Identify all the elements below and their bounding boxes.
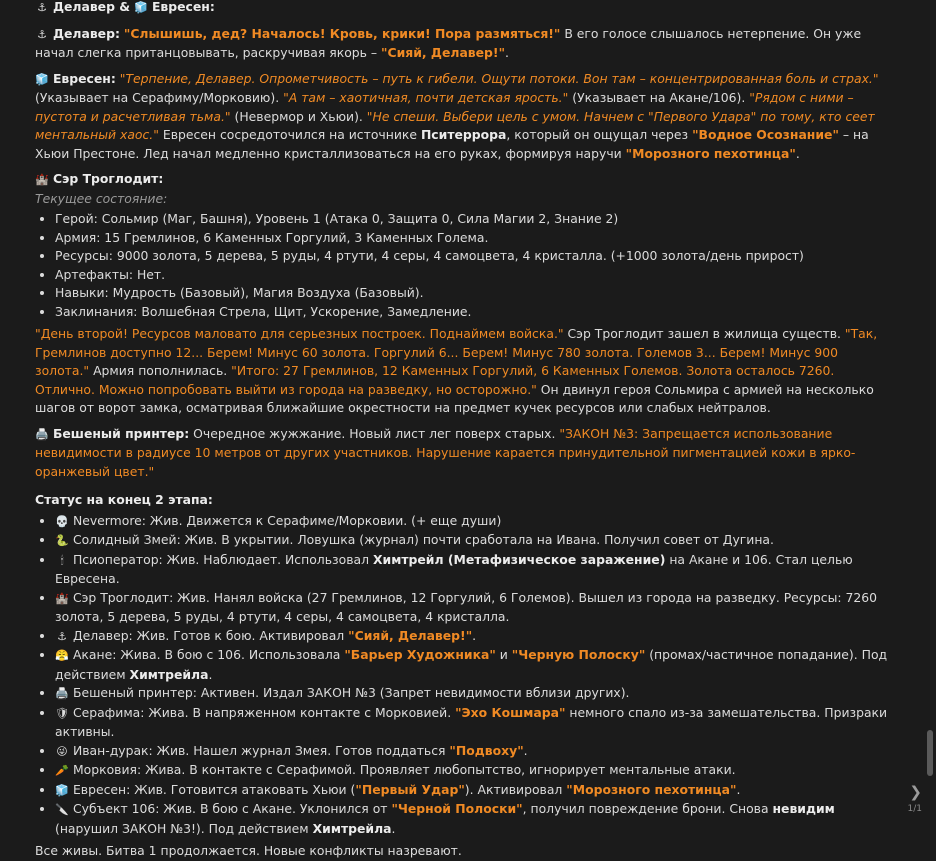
text: Nevermore: Жив. Движется к Серафиме/Морковии. (+ еще души) <box>72 512 502 528</box>
quote: "Терпение, Делавер. Опрометчивость – путь к гибели. Ощути потоки. Вон там – концентрированная боль и страх." <box>119 70 879 86</box>
quote: "Итого: 27 Гремлинов, 12 Каменных Горгулий, 6 Каменных Големов. Золота осталось 7260. Отлично. Можно попробовать выйти из города на разведку, но осторожно." <box>35 363 835 397</box>
text: Серафима: Жива. В напряженном контакте с Морковией. <box>72 704 456 720</box>
status-heading: Статус на конец 2 этапа: <box>35 492 213 507</box>
text: Он двинул героя Сольмира с армией на несколько шагов от ворот замка, осматривая ближайшие окрестности на предмет кучек ресурсов или слабых нейтралов. <box>35 381 874 415</box>
text: – на Хьюи Престоне. Лед начал медленно кристаллизоваться на его руках, формируя наручи <box>35 127 869 161</box>
status-item-ivan <box>55 742 893 762</box>
section-header <box>35 0 893 18</box>
status-title <box>35 491 893 510</box>
speaker-name: Сэр Троглодит: <box>52 171 164 186</box>
scrollbar[interactable] <box>922 0 936 812</box>
quote: "Рядом с ними – пустота и расчетливая тьма." <box>35 90 854 124</box>
quote: "Сияй, Делавер!" <box>381 45 506 60</box>
status-item-evresen <box>55 781 893 801</box>
status-item-akane <box>55 646 893 684</box>
status-item-snake <box>55 531 893 551</box>
ice-icon: 🧊 <box>35 72 49 86</box>
text: . <box>505 45 509 60</box>
list-item: • Ресурсы: 9000 золота, 5 дерева, 5 руды, 4 ртути, 4 серы, 4 самоцвета, 4 кристалла. (+1000 золота/день прирост) <box>55 247 893 266</box>
shield-icon: 🛡 <box>55 706 69 720</box>
text: Сэр Троглодит зашел в жилища существ. <box>563 326 845 341</box>
list-item: • Герой: Сольмир (Маг, Башня), Уровень 1 (Атака 0, Защита 0, Сила Магии 2, Знание 2) <box>55 210 893 229</box>
quote: "Эхо Кошмара" <box>455 704 566 720</box>
status-item-delaver <box>55 627 893 647</box>
text: (Невермор и Хьюи). <box>230 108 367 124</box>
text: Солидный Змей: Жив. В укрытии. Ловушка (журнал) почти сработала на Ивана. Получил совет от Дугина. <box>72 532 774 547</box>
text: В его голосе слышалось нетерпение. Он уже начал слегка пританцовывать, раскручивая якорь – <box>35 25 862 60</box>
text: Псиоператор: Жив. Наблюдает. Использовал <box>72 551 373 567</box>
text: Бешеный принтер: Активен. Издал ЗАКОН №3 (Запрет невидимости вблизи других). <box>72 685 630 700</box>
bold-text: Химтрейл (Метафизическое заражение) <box>372 551 666 567</box>
quote: "Черной Полоски" <box>391 801 523 816</box>
next-page-chevron-icon[interactable]: ❯ <box>909 783 922 801</box>
status-item-troglodyte <box>55 589 893 627</box>
quote: "Барьер Художника" <box>344 647 496 662</box>
text: на Акане и 106. Стал целью Евресена. <box>55 551 853 586</box>
status-item-psioperator <box>55 551 893 589</box>
text: (промах/частичное попадание). Под действием <box>55 647 888 682</box>
text: Акане: Жива. В бою с 106. Использовала <box>72 647 345 662</box>
quote: "ЗАКОН №3: Запрещается использование невидимости в радиусе 10 метров от других участников. Нарушение карается принудительной пигментацией кожи в ярко-оранжевый цвет." <box>35 425 856 479</box>
header-title: Делавер & <box>52 0 131 14</box>
text: . <box>523 742 528 758</box>
quote: "Морозного пехотинца" <box>625 145 796 161</box>
paragraph-printer <box>35 425 893 482</box>
list-item: • Заклинания: Волшебная Стрела, Щит, Ускорение, Замедление. <box>55 303 893 322</box>
text: . <box>795 145 800 161</box>
text: Сэр Троглодит: Жив. Нанял войска (27 Гремлинов, 12 Горгулий, 6 Големов). Вышел из города на разведку. Ресурсы: 7260 золота, 5 дерева, 5 руды, 4 ртути, 4 серы, 4 самоцвета, 4 кристалла. <box>55 589 878 624</box>
list-item: • Артефакты: Нет. <box>55 266 893 285</box>
paragraph-evresen <box>35 70 893 164</box>
status-item-nevermore <box>55 512 893 532</box>
speaker-name: Делавер: <box>52 25 120 41</box>
text: Армия пополнилась. <box>89 363 232 378</box>
list-item: • Навыки: Мудрость (Базовый), Магия Воздуха (Базовый). <box>55 284 893 303</box>
paragraph-troglodyte <box>35 325 893 418</box>
scrollbar-thumb[interactable] <box>927 730 933 776</box>
quote: "Водное Осознание" <box>692 127 839 142</box>
footer-text: Все живы. Битва 1 продолжается. Новые конфликты назревают. <box>35 843 462 858</box>
paragraph-delaver <box>35 25 893 63</box>
quote: "Подвоху" <box>449 742 524 758</box>
status-item-morkovia <box>55 761 893 781</box>
message-content <box>35 0 893 861</box>
list-item: • Армия: 15 Гремлинов, 6 Каменных Горгулий, 3 Каменных Голема. <box>55 229 893 248</box>
paragraph-troglodyte-title <box>35 170 893 190</box>
quote: "Первый Удар" <box>355 781 465 797</box>
ice-icon: 🧊 <box>134 1 148 14</box>
quote: "Слышишь, дед? Началось! Кровь, крики! Пора размяться!" <box>123 25 561 41</box>
carrot-icon: 🥕 <box>55 764 69 777</box>
anchor-icon: ⚓ <box>57 629 67 643</box>
text: Евресен сосредоточился на источнике <box>158 127 421 142</box>
text: . <box>472 627 477 643</box>
text: (нарушил ЗАКОН №3!). Под действием <box>55 820 313 836</box>
quote: "День второй! Ресурсов маловато для серьезных построек. Поднаймем войска." <box>35 326 564 341</box>
speaker-name: Евресен: <box>52 70 116 86</box>
text: Очередное жужжание. Новый лист лег поверх старых. <box>189 425 560 441</box>
candle-icon: 🕯 <box>60 553 64 567</box>
knife-icon: 🔪 <box>55 803 69 816</box>
text: Морковия: Жива. В контакте с Серафимой. Проявляет любопытство, игнорирует ментальные атаки. <box>72 762 736 777</box>
quote: "Не спеши. Выбери цель с умом. Начнем с "Первого Удара" по тому, кто сеет ментальный хаос." <box>35 108 875 142</box>
castle-icon: 🏰 <box>35 173 49 186</box>
status-item-subject-106 <box>55 800 893 838</box>
text: , получил повреждение брони. Снова <box>522 801 773 816</box>
text: Евресен: Жив. Готовится атаковать Хьюи ( <box>72 781 356 797</box>
quote: "Так, Гремлинов доступно 12... Берем! Минус 60 золота. Горгулий 6... Берем! Минус 780 золота. Големов 3... Берем! Минус 900 золота." <box>35 326 878 378</box>
text: и <box>495 647 512 662</box>
text: (Указывает на Серафиму/Морковию). <box>35 90 284 105</box>
text: . <box>736 781 741 797</box>
quote: "Морозного пехотинца" <box>566 781 737 797</box>
status-item-printer <box>55 684 893 704</box>
text: немного спало из-за замешательства. Призраки активны. <box>55 704 888 739</box>
text: , который он ощущал через <box>506 127 693 142</box>
snake-icon: 🐍 <box>55 534 69 547</box>
anchor-icon: ⚓ <box>37 27 47 41</box>
printer-icon: 🖨️ <box>55 687 69 700</box>
status-item-serafima <box>55 704 893 742</box>
text: Субъект 106: Жив. В бою с Акане. Уклонился от <box>72 801 392 816</box>
quote: "А там – хаотичная, почти детская ярость." <box>283 90 569 105</box>
printer-icon: 🖨️ <box>35 427 49 441</box>
text: Делавер: Жив. Готов к бою. Активировал <box>72 627 349 643</box>
text: (Указывает на Акане/106). <box>568 90 750 105</box>
text: Иван-дурак: Жив. Нашел журнал Змея. Готов поддаться <box>72 742 450 758</box>
text: . <box>391 820 396 836</box>
page-counter: 1/1 <box>907 804 922 814</box>
state-list <box>35 210 893 321</box>
ice-icon: 🧊 <box>55 783 69 797</box>
angry-face-icon: 😤 <box>55 649 69 662</box>
winking-face-icon: 😜 <box>56 744 68 758</box>
status-list <box>35 512 893 839</box>
anchor-icon: ⚓ <box>37 1 47 14</box>
bold-text: Химтрейла <box>312 820 392 836</box>
bold-text: Химтрейла <box>129 666 209 682</box>
quote: "Сияй, Делавер!" <box>348 627 473 643</box>
speaker-name: Бешеный принтер: <box>52 425 190 441</box>
header-title-2: Евресен: <box>151 0 215 14</box>
castle-icon: 🏰 <box>55 591 69 605</box>
text: ). Активировал <box>464 781 567 797</box>
state-subtitle: Текущее состояние: <box>35 190 168 206</box>
text: . <box>208 666 213 682</box>
quote: "Черную Полоску" <box>511 647 646 662</box>
skull-icon: 💀 <box>55 514 69 528</box>
bold-text: невидим <box>772 801 835 816</box>
bold-text: Пситеррора <box>420 127 507 142</box>
